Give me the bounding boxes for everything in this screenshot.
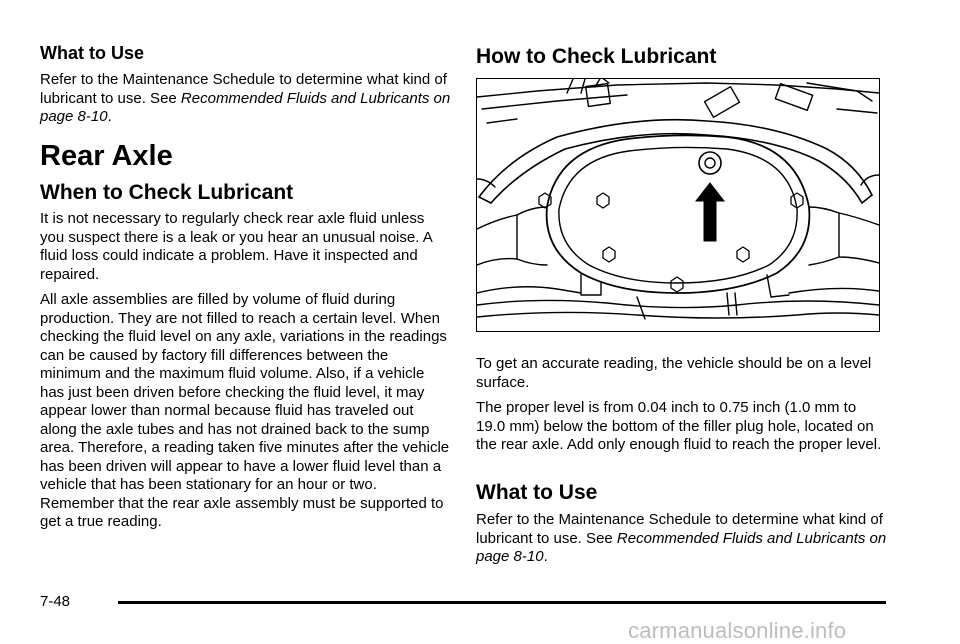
fluids-reference-right[interactable]: Recommended Fluids and Lubricants on page 8-10 — [476, 529, 887, 565]
what-to-use-heading-right: What to Use — [476, 481, 598, 504]
footer-rule — [118, 601, 886, 604]
when-to-check-heading: When to Check Lubricant — [40, 181, 294, 204]
page-number: 7-48 — [40, 593, 71, 610]
how-to-check-heading: How to Check Lubricant — [476, 45, 717, 68]
how-to-check-paragraph-2: The proper level is from 0.04 inch to 0.75 inch (1.0 mm to 19.0 mm) below the bottom of the filler plug hole, located on the rear axle. Add only enough fluid to reach the proper level. — [476, 399, 882, 453]
differential-drawing — [477, 79, 879, 331]
arrow-up-icon — [696, 183, 724, 241]
how-to-check-paragraph-1: To get an accurate reading, the vehicle should be on a level surface. — [476, 355, 872, 391]
rear-axle-illustration — [476, 78, 880, 332]
when-to-check-paragraph-1: It is not necessary to regularly check rear axle fluid unless you suspect there is a leak or you hear an unusual noise. A fluid loss could indicate a problem. Have it inspected and repaired. — [40, 210, 432, 283]
when-to-check-paragraph-2: All axle assemblies are filled by volume of fluid during production. They are not filled to reach a certain level. When checking the fluid level on any axle, variations in the readings can be caused by factory fill differences between the minimum and the maximum fluid volume. Also, if a vehicle has just been driven before checking the fluid level, it may appear lower than normal because fluid has traveled out along the axle tubes and has not drained back to the sump area. Therefore, a reading taken five minutes after the vehicle has been driven will appear to have a lower fluid level than a vehicle that has been stationary for an hour or two. Remember that the rear axle assembly must be supported to get a true reading. — [40, 291, 450, 530]
what-to-use-text-left: Refer to the Maintenance Schedule to determine what kind of lubricant to use. See Recommended Fluids and Lubricants on page 8-10. — [40, 71, 451, 125]
watermark: carmanualsonline.info — [628, 618, 847, 643]
fluids-reference-left[interactable]: Recommended Fluids and Lubricants on page 8-10 — [40, 89, 451, 125]
what-to-use-text-right: Refer to the Maintenance Schedule to determine what kind of lubricant to use. See Recommended Fluids and Lubricants on page 8-10. — [476, 511, 887, 565]
what-to-use-heading-left: What to Use — [40, 43, 145, 63]
rear-axle-title: Rear Axle — [40, 140, 173, 172]
